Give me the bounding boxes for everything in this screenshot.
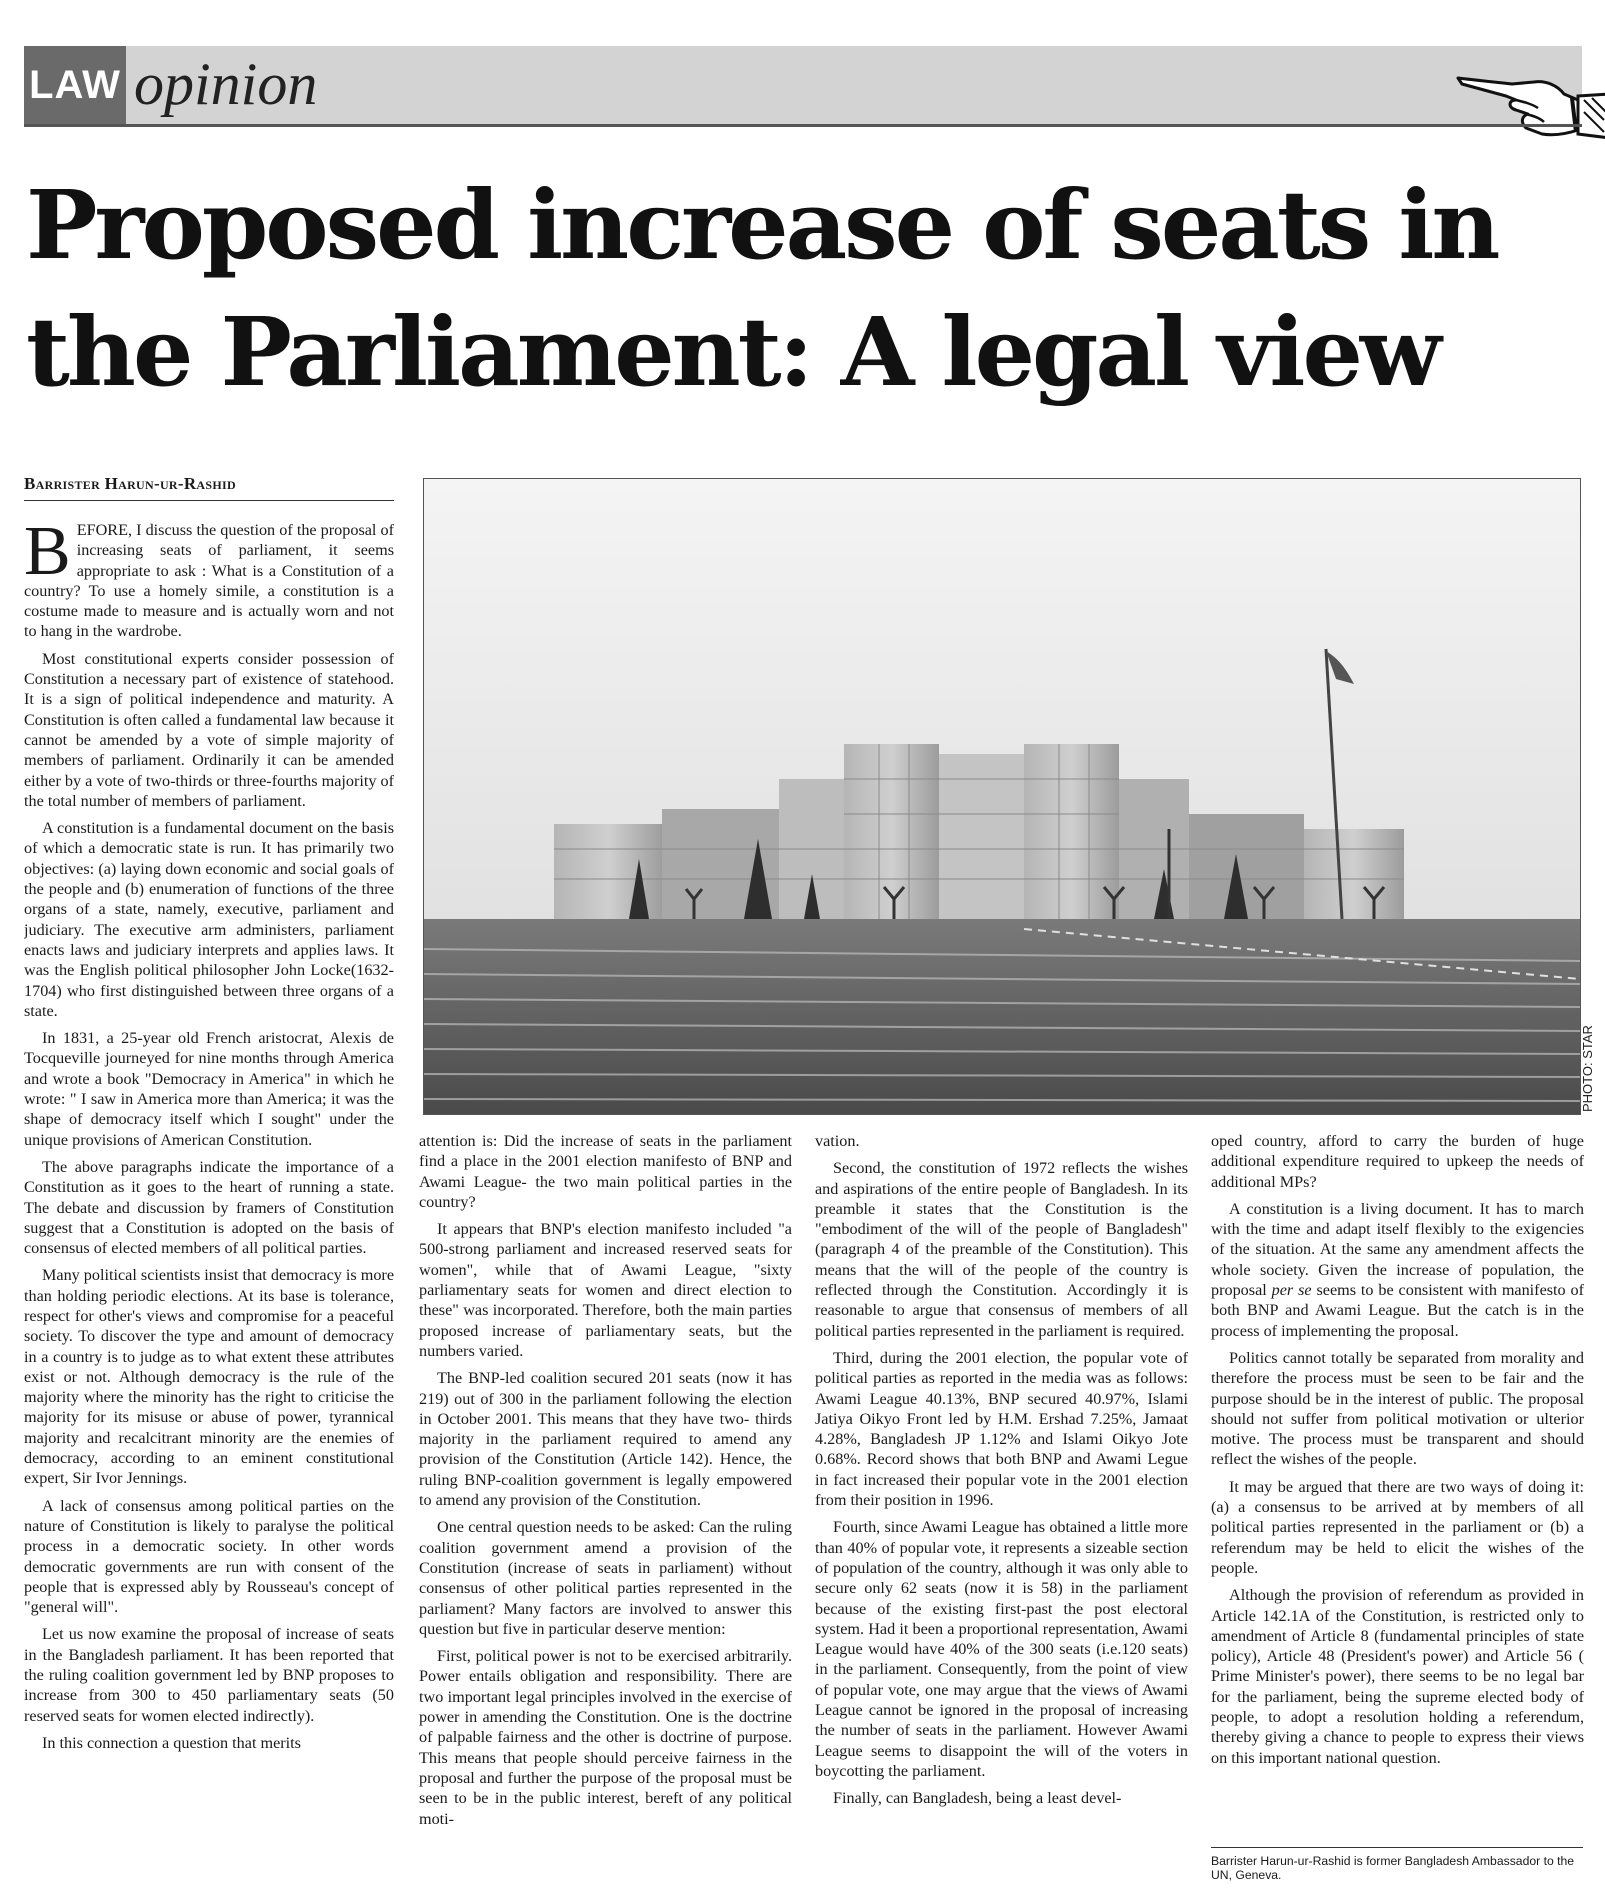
photo-credit: PHOTO: STAR: [1580, 1025, 1595, 1112]
article-paragraph: Politics cannot totally be separated from morality and therefore the process must be seen to be fair and the purpose should be in the interest of public. The proposal should not suffer from political motivation or ulterior motive. The process must be transparent and should reflect the wishes of the people.: [1211, 1348, 1584, 1469]
article-paragraph: Third, during the 2001 election, the popular vote of political parties as reported in the media was as follows: Awami League 40.13%, BNP secured 40.97%, Islami Jatiya Oikyo Front led by H.M. Ershad 7.25%, Jamaat 4.28%, Bangladesh JP 1.12% and Islami Oikyo Jote 0.68%. Record shows that both BNP and Awami Legue in fact increased their popular vote in the 2001 election from their position in 1996.: [815, 1348, 1188, 1510]
article-paragraph: It appears that BNP's election manifesto included "a 500-strong parliament and increased reserved seats for women", while that of Awami League, "sixty parliamentary seats for women and direct election to these" was incorporated. Therefore, both the main parties proposed increase of parliamentary seats, but the numbers varied.: [419, 1220, 792, 1360]
article-column-2: [419, 1131, 792, 1896]
article-paragraph: In this connection a question that merits: [42, 1733, 301, 1752]
article-paragraph: Many political scientists insist that democracy is more than holding periodic elections. At its base is tolerance, respect for other's views and compromise for a peaceful society. To discover the type and amount of democracy in a country is to judge as to what extent these attributes exist or not. Although democracy is the rule of the majority where the minority has the right to criticise the majority for its misuse or abuse of power, tyrannical majority and recalcitrant minority are the enemies of democracy, according to an eminent constitutional expert, Sir Ivor Jennings.: [24, 1266, 394, 1488]
article-column-4: [1211, 1131, 1584, 1791]
article-paragraph: A constitution is a fundamental document on the basis of which a democratic state is run. It has primarily two objectives: (a) laying down economic and social goals of the people and (b) enumeration of functions of the three organs of a state, namely, executive, parliament and judiciary. The executive arm administers, parliament enacts laws and judiciary interprets and applies laws. It was the English political philosopher John Locke(1632-1704) who first distinguished between three organs of a state.: [24, 819, 394, 1020]
article-paragraph: Let us now examine the proposal of increase of seats in the Bangladesh parliament. It has been reported that the ruling coalition government led by BNP proposes to increase from 300 to 450 parliamentary seats (50 reserved seats for women elected indirectly).: [24, 1625, 394, 1725]
article-paragraph: A lack of consensus among political parties on the nature of Constitution is likely to paralyse the political process in a democratic society. In other words democratic governments are run with consent of the people that is expressed ably by Rousseau's concept of "general will".: [24, 1496, 394, 1617]
article-paragraph: Most constitutional experts consider possession of Constitution a necessary part of existence of statehood. It is a sign of political independence and maturity. A Constitution is often called a fundamental law because it cannot be amended by a vote of simple majority of members of parliament. Ordinarily it can be amended either by a vote of two-thirds or three-fourths majority of the total number of members of parliament.: [24, 649, 394, 810]
banner-rule: [24, 124, 1582, 127]
parliament-building-image: [424, 479, 1580, 1114]
article-paragraph: The BNP-led coalition secured 201 seats (now it has 219) out of 300 in the parliament following the election in October 2001. This means that they have two- thirds majority in the parliament required to amend any provision of the Constitution (Article 142). Hence, the ruling BNP-coalition government is legally empowered to amend any provision of the Constitution.: [419, 1369, 792, 1510]
section-banner: [24, 46, 1582, 124]
article-paragraph: vation.: [815, 1132, 860, 1150]
article-paragraph: The above paragraphs indicate the importance of a Constitution as it goes to the heart of running a state. The debate and discussion by framers of Constitution suggest that a Constitution is adopted on the basis of consensus of elected members of all political parties.: [24, 1157, 394, 1258]
article-paragraph: Second, the constitution of 1972 reflects the wishes and aspirations of the entire people of Bangladesh. In its preamble it states that the Constitution is the "embodiment of the will of the people of Bangladesh" (paragraph 4 of the preamble of the Constitution). This means that the will of the people of the country is reflected through the Constitution. Accordingly it is reasonable to argue that consensus of members of all political parties represented in the parliament is required.: [815, 1159, 1188, 1340]
pointing-hand-icon: [1454, 60, 1605, 150]
headline: Proposed increase of seats in the Parliament: A legal view: [26, 170, 1498, 408]
article-paragraph: First, political power is not to be exercised arbitrarily. Power entails obligation and responsibility. There are two important legal principles involved in the exercise of power in amending the Constitution. One is the doctrine of palpable fairness and the other is doctrine of purpose. This means that people should perceive fairness in the proposal and further the purpose of the proposal must be seen to be in the public interest, bereft of any political moti-: [419, 1647, 792, 1828]
emphasis-per-se: per se: [1271, 1281, 1312, 1300]
article-paragraph: Finally, can Bangladesh, being a least devel-: [833, 1789, 1122, 1808]
article-paragraph: Fourth, since Awami League has obtained a little more than 40% of popular vote, it represents a sizeable section of population of the country, although it was only able to secure only 62 seats (now it is 58) in the parliament because of the existing first-past the post electoral system. Had it been a proportional representation, Awami League would have 40% of the 300 seats (i.e.120 seats) in the parliament. Consequently, from the point of view of popular vote, one may argue that the views of Awami League cannot be ignored in the proposal of increasing the number of seats in the parliament. However Awami League seems to disappoint the will of the voters in boycotting the parliament.: [815, 1518, 1188, 1780]
drop-cap: B: [24, 520, 71, 590]
article-paragraph: Although the provision of referendum as provided in Article 142.1A of the Constitution, is restricted only to amendment of Article 8 (fundamental principles of state policy), Article 48 (President's power) and Article 56 ( Prime Minister's power), there seems to be no legal bar for the parliament, being the supreme elected body of people, to adopt a resolution holding a referendum, thereby giving a chance to people to express their views on this important national question.: [1211, 1586, 1584, 1767]
article-paragraph: attention is: Did the increase of seats in the parliament find a place in the 2001 election manifesto of BNP and Awami League- the two main political parties in the country?: [419, 1132, 792, 1211]
article-paragraph: One central question needs to be asked: Can the ruling coalition government amend a provision of the Constitution (increase of seats in parliament) without consensus of other political parties represented in the parliament? Many factors are involved to answer this question but five in particular deserve mention:: [419, 1518, 792, 1638]
article-paragraph: In 1831, a 25-year old French aristocrat, Alexis de Tocqueville journeyed for nine months through America and wrote a book "Democracy in America" in which he wrote: " I saw in America more than America; it was the shape of democracy itself which I sought" under the unique provisions of American Constitution.: [24, 1029, 394, 1149]
byline: Barrister Harun-ur-Rashid: [24, 474, 394, 501]
article-column-1: [24, 520, 394, 1896]
section-name: opinion: [134, 51, 318, 117]
author-footnote: Barrister Harun-ur-Rashid is former Bangladesh Ambassador to the UN, Geneva.: [1211, 1847, 1583, 1882]
parliament-building-photo: [423, 478, 1581, 1115]
article-paragraph: It may be argued that there are two ways of doing it: (a) a consensus to be arrived at by members of all political parties represented in the parliament or (b) a referendum may be held to elicit the wishes of the people.: [1211, 1477, 1584, 1577]
article-paragraph: A constitution is a living document. It has to march with the time and adapt itself flexibly to the exigencies of the situation. At the same any amendment affects the whole society. Given the increase of population, the proposal per se seems to be consistent with manifesto of both BNP and Awami League. But the catch is in the process of implementing the proposal.: [1211, 1199, 1584, 1340]
article-paragraph: oped country, afford to carry the burden of huge additional expenditure required to upkeep the needs of additional MPs?: [1211, 1132, 1584, 1191]
section-tag: LAW: [24, 46, 126, 124]
article-column-3: [815, 1131, 1188, 1896]
article-paragraph: BEFORE, I discuss the question of the proposal of increasing seats of parliament, it seems appropriate to ask : What is a Constitution of a country? To use a homely simile, a constitution is a costume made to measure and is actually worn and not to hang in the wardrobe.: [24, 520, 394, 641]
